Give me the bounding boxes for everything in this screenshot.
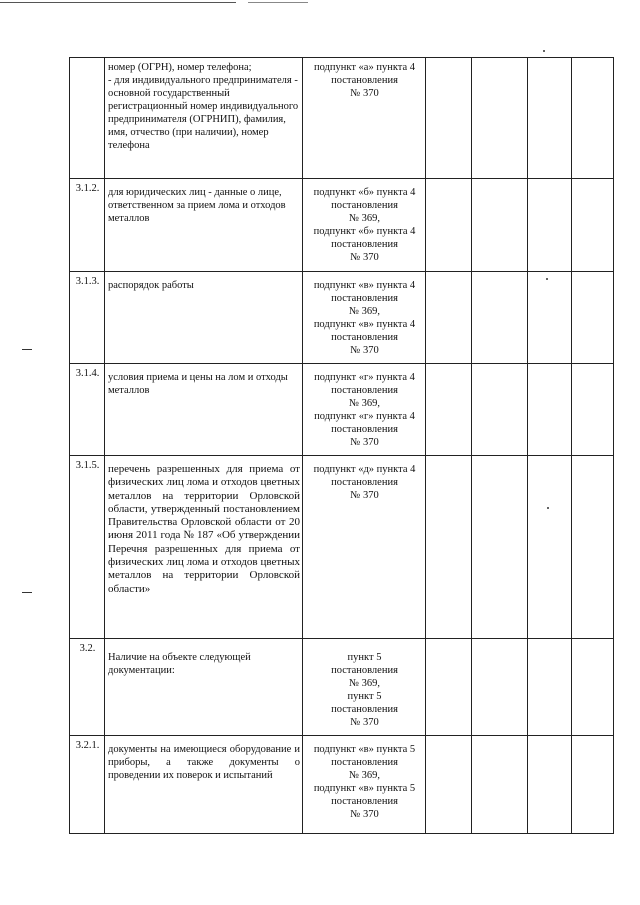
- item-description: для юридических лиц - данные о лице, ответственном за прием лома и отходов металлов: [105, 179, 303, 272]
- legal-reference: подпункт «а» пункта 4 постановления № 370: [303, 58, 426, 179]
- legal-reference: пункт 5 постановления № 369, пункт 5 постановления № 370: [303, 639, 426, 736]
- item-description: перечень разрешенных для приема от физических лиц лома и отходов цветных металлов на территории Орловской области, утвержденный постановлением Правительства Орловской области от 20 июня 2011 года № 187 «Об утверждении Перечня разрешенных для приема от физических лиц лома и отходов цветных металлов на территории Орловской области»: [105, 456, 303, 639]
- check-cell: [528, 456, 572, 639]
- table-row: [70, 639, 614, 736]
- item-description: распорядок работы: [105, 272, 303, 364]
- table-row: [70, 456, 614, 639]
- table-row: [70, 179, 614, 272]
- legal-reference: подпункт «г» пункта 4 постановления № 369, подпункт «г» пункта 4 постановления № 370: [303, 364, 426, 456]
- legal-reference: подпункт «б» пункта 4 постановления № 369, подпункт «б» пункта 4 постановления № 370: [303, 179, 426, 272]
- check-cell: [472, 639, 528, 736]
- scan-speck: [543, 50, 545, 52]
- check-cell: [572, 456, 614, 639]
- check-cell: [426, 272, 472, 364]
- item-number: 3.2.1.: [70, 736, 105, 834]
- table-row: [70, 272, 614, 364]
- scan-margin-mark: [22, 349, 32, 350]
- check-cell: [426, 179, 472, 272]
- table-row: [70, 364, 614, 456]
- check-cell: [472, 364, 528, 456]
- check-cell: [528, 364, 572, 456]
- item-number: 3.2.: [70, 639, 105, 736]
- item-number: [70, 58, 105, 179]
- check-cell: [472, 58, 528, 179]
- item-description: Наличие на объекте следующей документации:: [105, 639, 303, 736]
- check-cell: [572, 639, 614, 736]
- check-cell: [528, 639, 572, 736]
- check-cell: [528, 736, 572, 834]
- table-row: [70, 58, 614, 179]
- check-cell: [472, 272, 528, 364]
- check-cell: [472, 179, 528, 272]
- item-description: условия приема и цены на лом и отходы металлов: [105, 364, 303, 456]
- scan-edge-line: [0, 2, 236, 3]
- check-cell: [572, 736, 614, 834]
- legal-reference: подпункт «д» пункта 4 постановления № 370: [303, 456, 426, 639]
- check-cell: [426, 736, 472, 834]
- check-cell: [426, 58, 472, 179]
- check-cell: [572, 179, 614, 272]
- check-cell: [426, 364, 472, 456]
- check-cell: [572, 58, 614, 179]
- item-number: 3.1.5.: [70, 456, 105, 639]
- item-number: 3.1.3.: [70, 272, 105, 364]
- item-number: 3.1.2.: [70, 179, 105, 272]
- check-cell: [472, 736, 528, 834]
- check-cell: [528, 272, 572, 364]
- check-cell: [572, 364, 614, 456]
- check-cell: [528, 58, 572, 179]
- item-description: документы на имеющиеся оборудование и приборы, а также документы о проведении их поверок и испытаний: [105, 736, 303, 834]
- scan-edge-line: [248, 2, 308, 3]
- table-row: [70, 736, 614, 834]
- check-cell: [572, 272, 614, 364]
- item-number: 3.1.4.: [70, 364, 105, 456]
- legal-reference: подпункт «в» пункта 4 постановления № 369, подпункт «в» пункта 4 постановления № 370: [303, 272, 426, 364]
- item-description: номер (ОГРН), номер телефона; - для индивидуального предпринимателя - основной государственный регистрационный номер индивидуального предпринимателя (ОГРНИП), фамилия, имя, отчество (при наличии), номер телефона: [105, 58, 303, 179]
- check-cell: [426, 639, 472, 736]
- requirements-table: [69, 57, 614, 834]
- legal-reference: подпункт «в» пункта 5 постановления № 369, подпункт «в» пункта 5 постановления № 370: [303, 736, 426, 834]
- scan-margin-mark: [22, 592, 32, 593]
- check-cell: [528, 179, 572, 272]
- check-cell: [472, 456, 528, 639]
- check-cell: [426, 456, 472, 639]
